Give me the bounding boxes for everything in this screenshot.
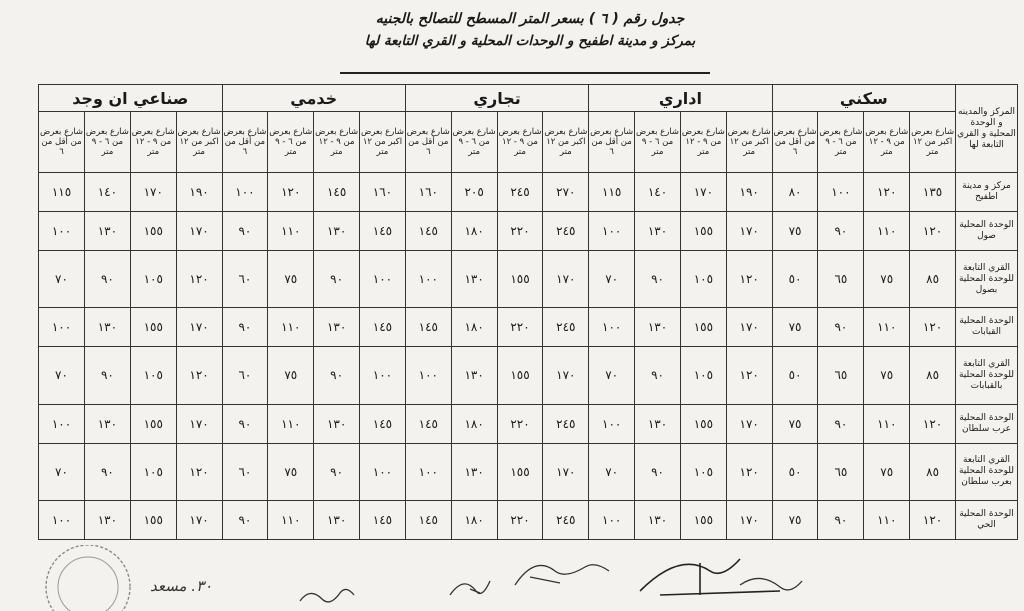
price-cell: ١٢٠ — [726, 250, 772, 308]
price-cell: ١٥٥ — [497, 347, 543, 405]
price-cell: ١٢٠ — [910, 211, 956, 250]
price-cell: ٥٠ — [772, 250, 818, 308]
official-stamp — [46, 545, 130, 611]
price-cell: ٧٥ — [268, 347, 314, 405]
subheader-cell: شارع بعرض من ٩ - ١٢ متر — [497, 112, 543, 173]
table-row — [39, 404, 1018, 443]
price-cell: ١٠٥ — [130, 250, 176, 308]
price-cell: ٧٠ — [589, 443, 635, 501]
price-cell: ١٥٥ — [680, 404, 726, 443]
price-cell: ١٠٠ — [39, 308, 85, 347]
price-cell: ٢٤٥ — [543, 211, 589, 250]
price-cell: ٩٠ — [84, 250, 130, 308]
price-cell: ١٢٠ — [176, 347, 222, 405]
price-cell: ٩٠ — [635, 443, 681, 501]
price-cell: ١٩٠ — [176, 173, 222, 212]
price-cell: ١٥٥ — [497, 250, 543, 308]
price-cell: ٢٤٥ — [543, 501, 589, 540]
subheader-cell: شارع بعرض من ٦ - ٩ متر — [268, 112, 314, 173]
price-cell: ٩٠ — [314, 347, 360, 405]
group-header: سكني — [772, 85, 955, 112]
price-cell: ١٤٥ — [405, 308, 451, 347]
price-cell: ٩٠ — [222, 404, 268, 443]
price-cell: ١٧٠ — [176, 308, 222, 347]
price-cell: ٩٠ — [818, 501, 864, 540]
price-cell: ٩٠ — [314, 250, 360, 308]
price-cell: ٧٥ — [864, 250, 910, 308]
table-row — [39, 211, 1018, 250]
price-cell: ١٣٠ — [451, 250, 497, 308]
table-row — [39, 250, 1018, 308]
price-cell: ٩٠ — [222, 211, 268, 250]
title-underline — [340, 72, 710, 74]
price-cell: ١٤٥ — [405, 211, 451, 250]
price-cell: ٥٠ — [772, 347, 818, 405]
price-cell: ١٣٠ — [314, 308, 360, 347]
price-cell: ٩٠ — [818, 404, 864, 443]
group-header: صناعي ان وجد — [39, 85, 223, 112]
row-label: القري التابعة للوحدة المحلية بعرب سلطان — [956, 443, 1018, 501]
price-cell: ١٠٥ — [680, 443, 726, 501]
price-cell: ١٥٥ — [130, 308, 176, 347]
price-cell: ١٠٥ — [130, 347, 176, 405]
price-cell: ١٢٠ — [176, 443, 222, 501]
signature-2 — [450, 581, 490, 595]
price-cell: ١٠٥ — [680, 250, 726, 308]
price-cell: ١٣٠ — [635, 211, 681, 250]
price-cell: ٩٠ — [84, 443, 130, 501]
price-cell: ١٠٠ — [360, 250, 406, 308]
signature-1 — [300, 589, 354, 601]
price-cell: ١٣٠ — [451, 443, 497, 501]
table-row — [39, 501, 1018, 540]
price-cell: ١٥٥ — [680, 308, 726, 347]
price-cell: ٩٠ — [818, 308, 864, 347]
price-table-container — [38, 84, 1018, 540]
group-header: اداري — [589, 85, 772, 112]
price-cell: ١٧٠ — [726, 211, 772, 250]
signature-4 — [640, 559, 780, 595]
subheader-cell: شارع بعرض اكبر من ١٢ متر — [910, 112, 956, 173]
price-cell: ١٣٠ — [84, 404, 130, 443]
subheader-cell: شارع بعرض اكبر من ١٢ متر — [543, 112, 589, 173]
table-row — [39, 173, 1018, 212]
price-cell: ١٨٠ — [451, 308, 497, 347]
price-cell: ١٠٠ — [405, 347, 451, 405]
price-cell: ٧٠ — [39, 250, 85, 308]
price-cell: ١٧٠ — [176, 211, 222, 250]
price-table — [38, 84, 1018, 540]
row-label: الوحدة المحلية صول — [956, 211, 1018, 250]
price-cell: ١٣٠ — [314, 404, 360, 443]
price-cell: ١٠٠ — [222, 173, 268, 212]
table-body — [39, 173, 1018, 540]
subheader-cell: شارع بعرض من ٦ - ٩ متر — [451, 112, 497, 173]
price-cell: ٧٥ — [772, 308, 818, 347]
subheader-row — [39, 112, 1018, 173]
price-cell: ١٢٠ — [268, 173, 314, 212]
table-row — [39, 347, 1018, 405]
price-cell: ٧٠ — [39, 443, 85, 501]
subheader-cell: شارع بعرض اكبر من ١٢ متر — [360, 112, 406, 173]
price-cell: ٢٧٠ — [543, 173, 589, 212]
table-row — [39, 308, 1018, 347]
row-header-cell: المركز والمدينه و الوحدة المحلية و القري التابعة لها — [956, 85, 1018, 173]
price-cell: ١٢٠ — [176, 250, 222, 308]
price-cell: ١٥٥ — [130, 211, 176, 250]
price-cell: ٦٥ — [818, 347, 864, 405]
price-cell: ١٧٠ — [130, 173, 176, 212]
price-cell: ٩٠ — [635, 347, 681, 405]
subheader-cell: شارع بعرض من أقل من ٦ — [772, 112, 818, 173]
price-cell: ١٠٠ — [589, 211, 635, 250]
price-cell: ١٥٥ — [130, 501, 176, 540]
subheader-cell: شارع بعرض من ٩ - ١٢ متر — [130, 112, 176, 173]
price-cell: ١٦٠ — [405, 173, 451, 212]
price-cell: ١٤٥ — [360, 211, 406, 250]
subheader-cell: شارع بعرض اكبر من ١٢ متر — [176, 112, 222, 173]
price-cell: ١٠٠ — [360, 347, 406, 405]
price-cell: ٦٥ — [818, 443, 864, 501]
subheader-cell: شارع بعرض من أقل من ٦ — [405, 112, 451, 173]
table-row — [39, 443, 1018, 501]
document-title — [330, 8, 730, 52]
price-cell: ٨٥ — [910, 347, 956, 405]
price-cell: ١٤٥ — [360, 501, 406, 540]
price-cell: ١٠٠ — [405, 250, 451, 308]
price-cell: ١٠٠ — [589, 404, 635, 443]
signature-5 — [740, 578, 802, 589]
price-cell: ١٧٠ — [726, 308, 772, 347]
price-cell: ١١٠ — [268, 308, 314, 347]
price-cell: ١٤٠ — [84, 173, 130, 212]
subheader-cell: شارع بعرض من ٦ - ٩ متر — [818, 112, 864, 173]
price-cell: ١٣٠ — [84, 211, 130, 250]
price-cell: ٧٥ — [864, 443, 910, 501]
price-cell: ١١٠ — [864, 308, 910, 347]
price-cell: ١٥٥ — [680, 211, 726, 250]
price-cell: ٦٠ — [222, 443, 268, 501]
subheader-cell: شارع بعرض من ٦ - ٩ متر — [635, 112, 681, 173]
price-cell: ١٢٠ — [910, 308, 956, 347]
price-cell: ١١٠ — [268, 501, 314, 540]
price-cell: ١٠٥ — [130, 443, 176, 501]
price-cell: ١٤٥ — [360, 404, 406, 443]
price-cell: ١٠٠ — [405, 443, 451, 501]
price-cell: ٢٠٥ — [451, 173, 497, 212]
price-cell: ٢٤٥ — [497, 173, 543, 212]
price-cell: ١٠٠ — [39, 501, 85, 540]
price-cell: ١٠٠ — [589, 501, 635, 540]
price-cell: ١٤٥ — [360, 308, 406, 347]
price-cell: ١٥٥ — [497, 443, 543, 501]
price-cell: ١٢٠ — [726, 347, 772, 405]
subheader-cell: شارع بعرض من أقل من ٦ — [222, 112, 268, 173]
signature-3 — [515, 565, 609, 585]
price-cell: ١٠٠ — [39, 211, 85, 250]
price-cell: ١١٥ — [589, 173, 635, 212]
price-cell: ٢٢٠ — [497, 308, 543, 347]
title-line-2: بمركز و مدينة اطفيح و الوحدات المحلية و القري التابعة لها — [364, 33, 696, 49]
price-cell: ٧٥ — [772, 211, 818, 250]
row-label: الوحدة المحلية القبابات — [956, 308, 1018, 347]
price-cell: ٩٠ — [818, 211, 864, 250]
price-cell: ١١٠ — [268, 404, 314, 443]
price-cell: ٧٠ — [39, 347, 85, 405]
price-cell: ٩٠ — [222, 308, 268, 347]
price-cell: ٩٠ — [635, 250, 681, 308]
price-cell: ٢٢٠ — [497, 211, 543, 250]
price-cell: ١٤٥ — [405, 404, 451, 443]
price-cell: ٧٥ — [268, 250, 314, 308]
price-cell: ٧٥ — [772, 404, 818, 443]
price-cell: ١٣٠ — [451, 347, 497, 405]
price-cell: ١٧٠ — [680, 173, 726, 212]
row-label: الوحدة المحلية عرب سلطان — [956, 404, 1018, 443]
price-cell: ٧٥ — [772, 501, 818, 540]
price-cell: ٦٠ — [222, 347, 268, 405]
price-cell: ١٧٠ — [543, 443, 589, 501]
price-cell: ١٨٠ — [451, 501, 497, 540]
price-cell: ١١٠ — [864, 404, 910, 443]
price-cell: ١٢٠ — [726, 443, 772, 501]
subheader-cell: شارع بعرض من أقل من ٦ — [39, 112, 85, 173]
row-label: القري التابعة للوحدة المحلية بالقبابات — [956, 347, 1018, 405]
price-cell: ٩٠ — [314, 443, 360, 501]
price-cell: ١٣٠ — [635, 308, 681, 347]
price-cell: ٦٠ — [222, 250, 268, 308]
price-cell: ١٣٠ — [635, 404, 681, 443]
price-cell: ١٠٠ — [360, 443, 406, 501]
price-cell: ١١٥ — [39, 173, 85, 212]
price-cell: ١٤٥ — [405, 501, 451, 540]
subheader-cell: شارع بعرض من ٦ - ٩ متر — [84, 112, 130, 173]
price-cell: ١٩٠ — [726, 173, 772, 212]
price-cell: ١٤٥ — [314, 173, 360, 212]
price-cell: ١٨٠ — [451, 211, 497, 250]
price-cell: ١٠٠ — [818, 173, 864, 212]
price-cell: ٧٠ — [589, 250, 635, 308]
price-cell: ١٣٠ — [314, 501, 360, 540]
price-cell: ١٧٠ — [543, 250, 589, 308]
price-cell: ١٢٠ — [910, 404, 956, 443]
price-cell: ١٠٠ — [39, 404, 85, 443]
price-cell: ١٣٥ — [910, 173, 956, 212]
price-cell: ٥٠ — [772, 443, 818, 501]
subheader-cell: شارع بعرض من ٩ - ١٢ متر — [314, 112, 360, 173]
price-cell: ١٣٠ — [314, 211, 360, 250]
price-cell: ٧٠ — [589, 347, 635, 405]
row-label: الوحدة المحلية الحي — [956, 501, 1018, 540]
stamp-note: ٣٠. مسعد — [150, 577, 213, 595]
price-cell: ٢٢٠ — [497, 501, 543, 540]
subheader-cell: شارع بعرض من ٩ - ١٢ متر — [864, 112, 910, 173]
subheader-cell: شارع بعرض من ٩ - ١٢ متر — [680, 112, 726, 173]
price-cell: ١٨٠ — [451, 404, 497, 443]
price-cell: ١٣٠ — [84, 308, 130, 347]
row-label: مركز و مدينة اطفيح — [956, 173, 1018, 212]
title-line-1: جدول رقم ( ٦ ) بسعر المتر المسطح للتصالح بالجنيه — [375, 11, 685, 27]
price-cell: ١٠٥ — [680, 347, 726, 405]
price-cell: ١٢٠ — [910, 501, 956, 540]
price-cell: ٧٥ — [864, 347, 910, 405]
group-header-row — [39, 85, 1018, 112]
price-cell: ٢٤٥ — [543, 404, 589, 443]
group-header: تجاري — [405, 85, 588, 112]
subheader-cell: شارع بعرض اكبر من ١٢ متر — [726, 112, 772, 173]
price-cell: ١٧٠ — [726, 501, 772, 540]
price-cell: ١٢٠ — [864, 173, 910, 212]
price-cell: ١٥٥ — [130, 404, 176, 443]
price-cell: ١٠٠ — [589, 308, 635, 347]
price-cell: ٦٥ — [818, 250, 864, 308]
price-cell: ٨٠ — [772, 173, 818, 212]
price-cell: ٢٢٠ — [497, 404, 543, 443]
price-cell: ٩٠ — [222, 501, 268, 540]
price-cell: ١٧٠ — [176, 404, 222, 443]
price-cell: ١٧٠ — [543, 347, 589, 405]
subheader-cell: شارع بعرض من أقل من ٦ — [589, 112, 635, 173]
price-cell: ١١٠ — [864, 211, 910, 250]
price-cell: ١٧٠ — [176, 501, 222, 540]
price-cell: ١٧٠ — [726, 404, 772, 443]
price-cell: ١١٠ — [864, 501, 910, 540]
price-cell: ٩٠ — [84, 347, 130, 405]
price-cell: ١١٠ — [268, 211, 314, 250]
row-label: القري التابعة للوحدة المحلية بصول — [956, 250, 1018, 308]
price-cell: ١٦٠ — [360, 173, 406, 212]
price-cell: ٢٤٥ — [543, 308, 589, 347]
price-cell: ١٥٥ — [680, 501, 726, 540]
price-cell: ١٣٠ — [635, 501, 681, 540]
price-cell: ٨٥ — [910, 443, 956, 501]
price-cell: ٧٥ — [268, 443, 314, 501]
price-cell: ١٣٠ — [84, 501, 130, 540]
price-cell: ١٤٠ — [635, 173, 681, 212]
group-header: خدمي — [222, 85, 405, 112]
price-cell: ٨٥ — [910, 250, 956, 308]
signatures-area — [0, 545, 1024, 611]
